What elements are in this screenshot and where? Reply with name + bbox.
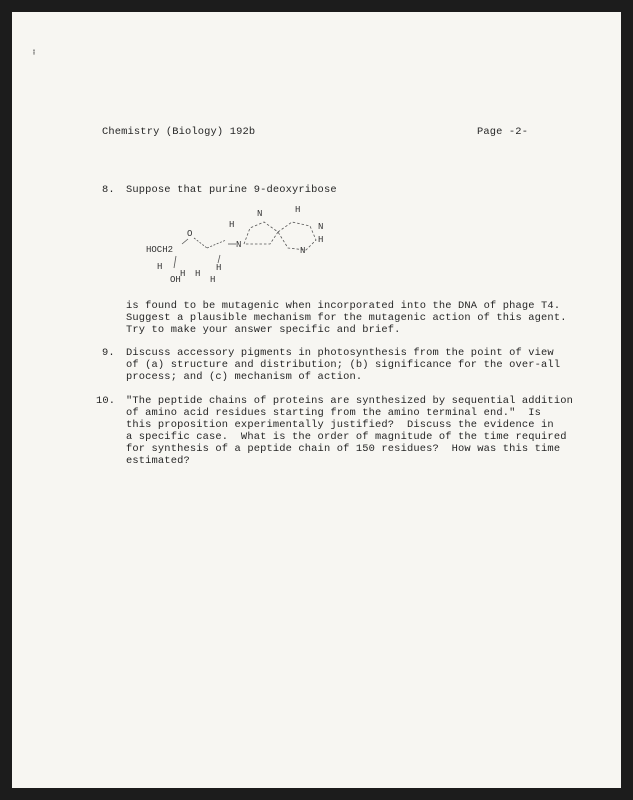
- question-text-line: Discuss accessory pigments in photosynthesis from the point of view: [126, 347, 554, 359]
- structure-label: N: [257, 209, 263, 219]
- question-text-line: process; and (c) mechanism of action.: [126, 371, 363, 383]
- question-number: 8.: [102, 184, 115, 196]
- margin-mark: ': [31, 52, 38, 63]
- question-text-line: of (a) structure and distribution; (b) significance for the over-all: [126, 359, 561, 371]
- margin-mark: .: [31, 44, 38, 55]
- question-text-line: Try to make your answer specific and brief.: [126, 324, 401, 336]
- structure-label: N: [300, 246, 306, 256]
- document-page: [12, 12, 621, 788]
- page-number: Page -2-: [477, 126, 529, 138]
- chemical-structure: [132, 192, 352, 292]
- structure-label: H: [180, 269, 186, 279]
- structure-label: H: [216, 263, 222, 273]
- question-number: 9.: [102, 347, 115, 359]
- question-number: 10.: [96, 395, 116, 407]
- question-text-line: a specific case. What is the order of magnitude of the time required: [126, 431, 567, 443]
- structure-label: HOCH2: [146, 245, 174, 255]
- structure-label: N: [236, 240, 242, 250]
- structure-label: H: [210, 275, 216, 285]
- structure-label: H: [229, 220, 235, 230]
- structure-label: N: [318, 222, 324, 232]
- question-text-line: is found to be mutagenic when incorporated into the DNA of phage T4.: [126, 300, 561, 312]
- question-text-line: Suggest a plausible mechanism for the mutagenic action of this agent.: [126, 312, 567, 324]
- structure-label: H: [318, 235, 324, 245]
- question-text-line: for synthesis of a peptide chain of 150 residues? How was this time: [126, 443, 561, 455]
- question-text-line: "The peptide chains of proteins are synthesized by sequential addition: [126, 395, 573, 407]
- structure-label: H: [295, 205, 301, 215]
- structure-label: H: [157, 262, 163, 272]
- structure-label: H: [195, 269, 201, 279]
- question-text-line: this proposition experimentally justified? Discuss the evidence in: [126, 419, 554, 431]
- structure-label: OH: [170, 275, 181, 285]
- structure-label: O: [187, 229, 193, 239]
- question-text-line: estimated?: [126, 455, 190, 467]
- question-text-line: of amino acid residues starting from the amino terminal end." Is: [126, 407, 542, 419]
- question-text: Suppose that purine 9-deoxyribose: [126, 184, 337, 196]
- course-title: Chemistry (Biology) 192b: [102, 126, 256, 138]
